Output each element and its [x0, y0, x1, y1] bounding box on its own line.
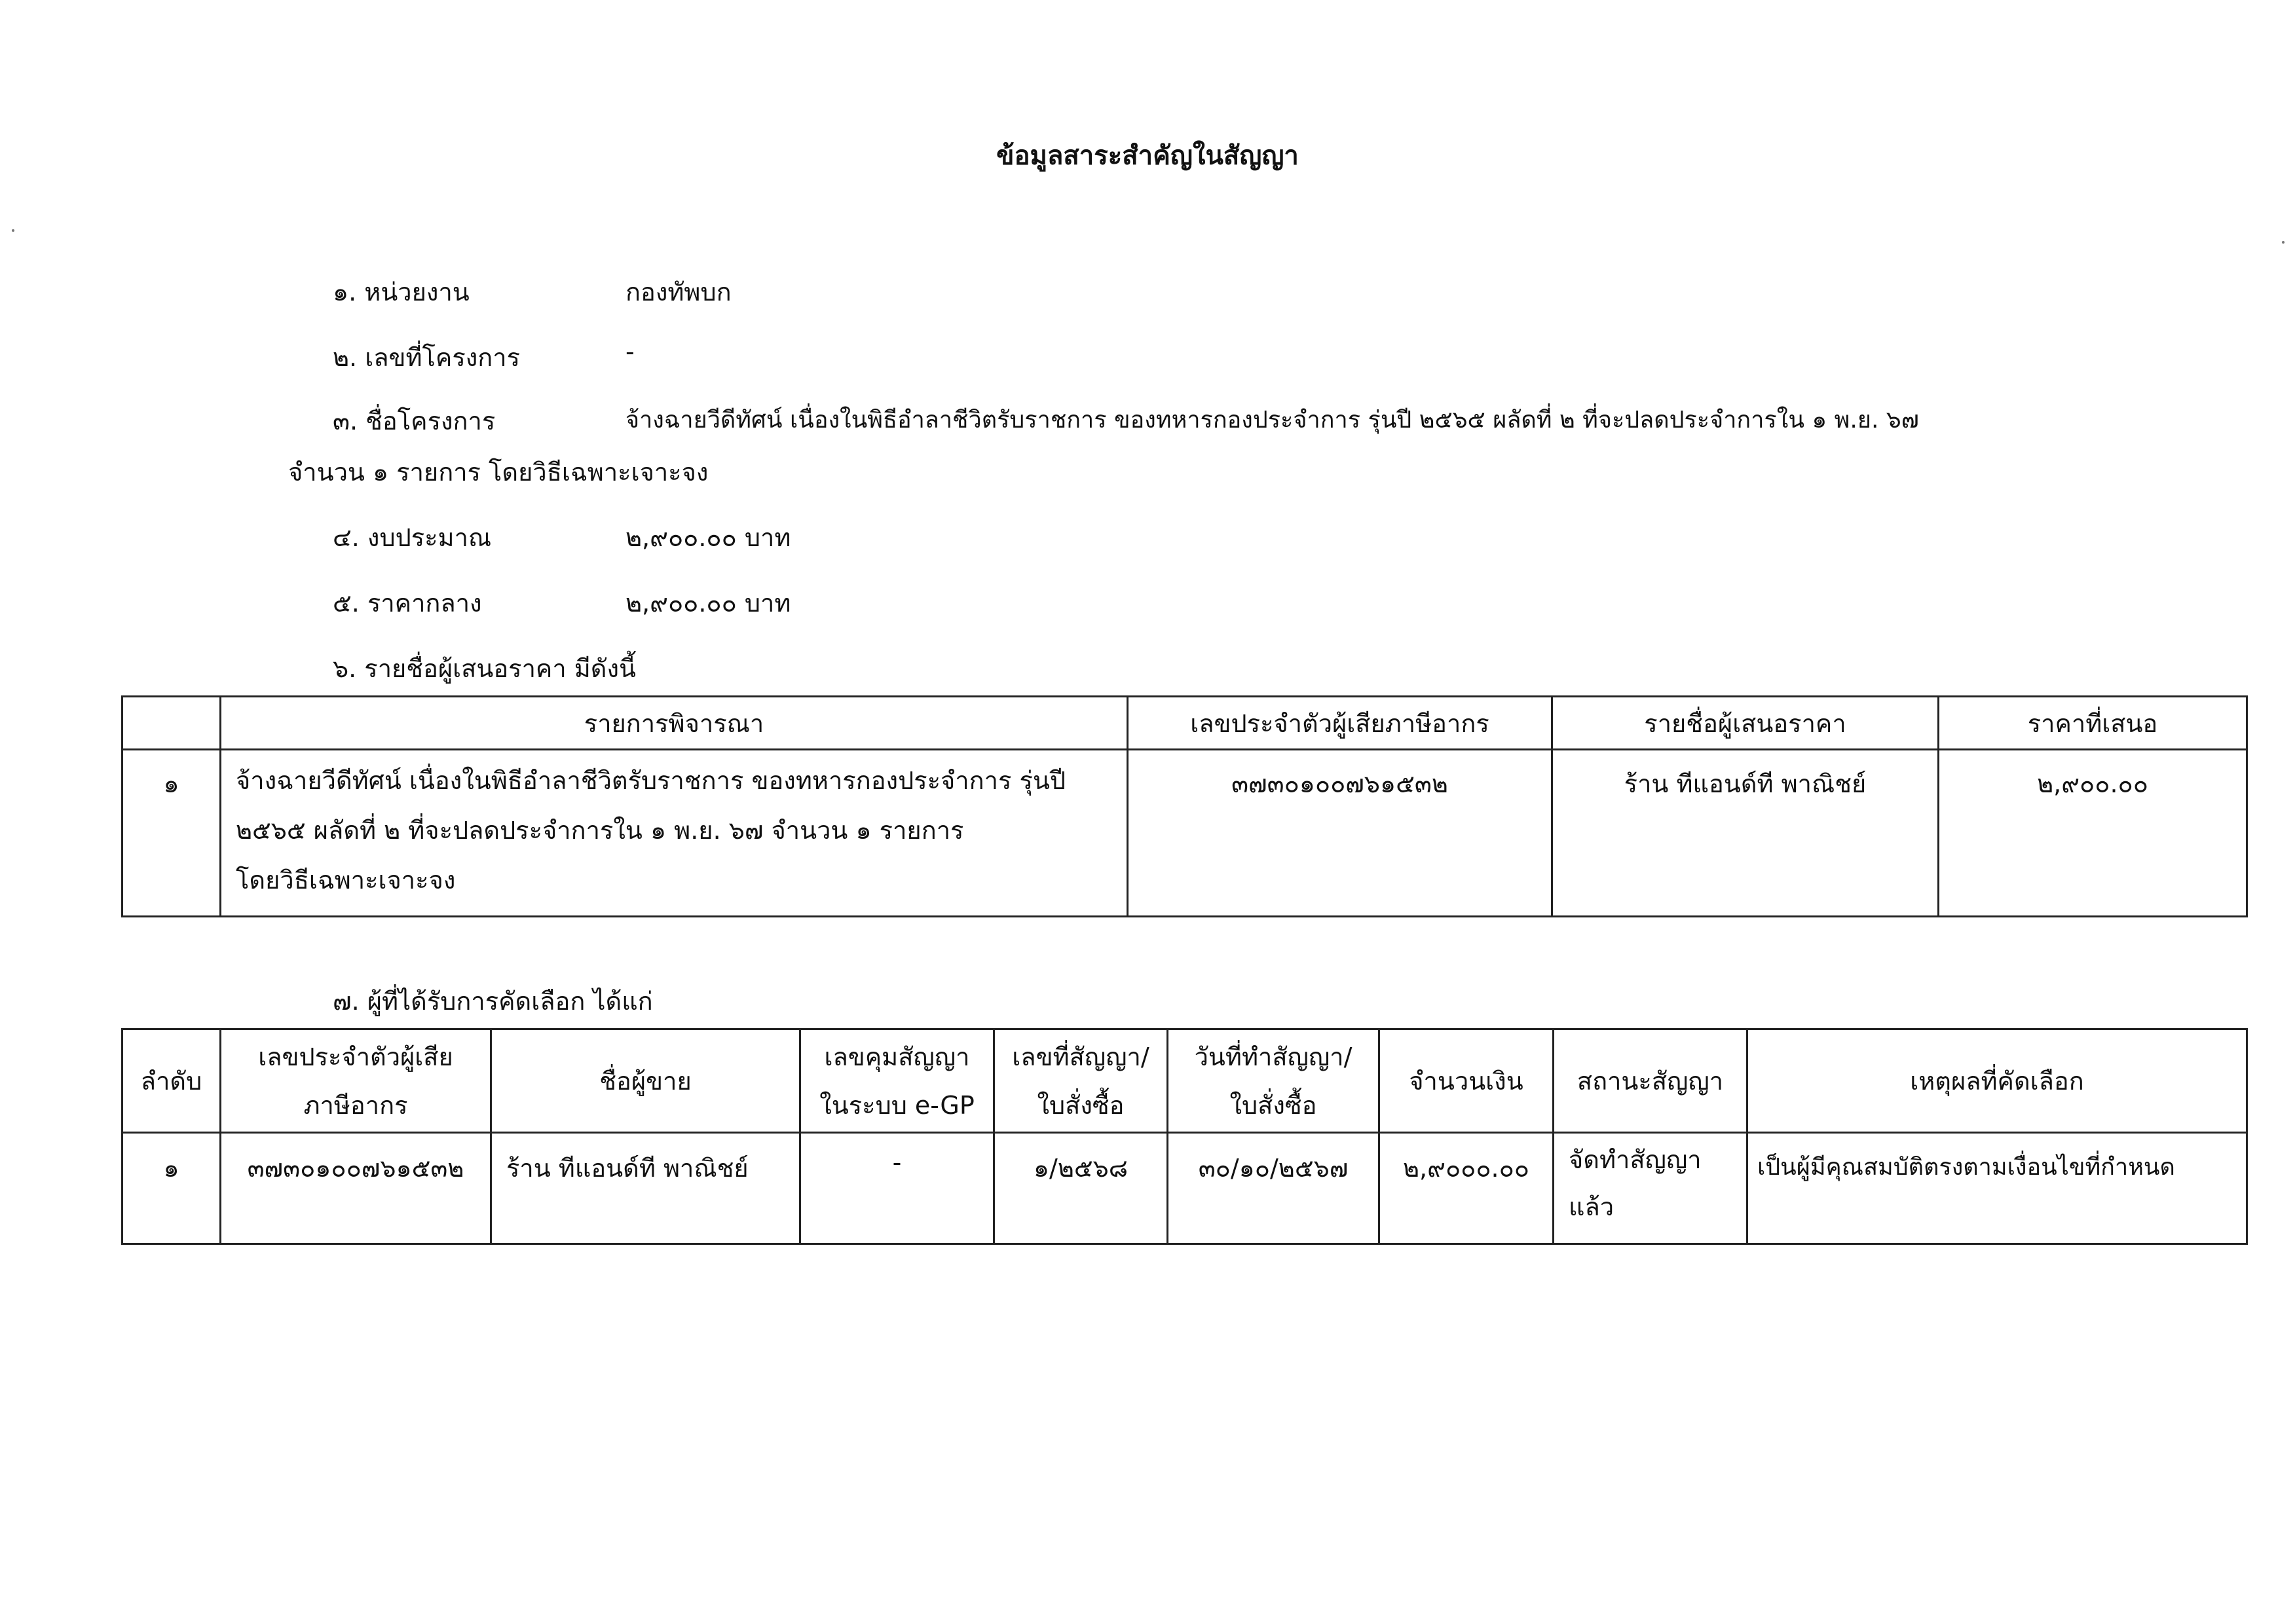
selected-row-status-line1: จัดทำสัญญา [1569, 1145, 1702, 1174]
selected-header-amount: จำนวนเงิน [1379, 1029, 1554, 1133]
bidders-table-header [122, 697, 2247, 750]
table-row [122, 750, 2247, 917]
project-name-label: ๓. ชื่อโครงการ [333, 407, 496, 435]
selected-row-reason: เป็นผู้มีคุณสมบัติตรงตามเงื่อนไขที่กำหนด [1747, 1133, 2247, 1244]
budget-label: ๔. งบประมาณ [333, 523, 492, 552]
selected-header-reason: เหตุผลที่คัดเลือก [1747, 1029, 2247, 1133]
project-name-continuation: จำนวน ๑ รายการ โดยวิธีเฉพาะเจาะจง [288, 458, 709, 487]
selected-header-egp [800, 1029, 994, 1133]
bidders-header-price: ราคาที่เสนอ [1939, 697, 2247, 750]
selected-header-seller: ชื่อผู้ขาย [491, 1029, 800, 1133]
selected-header-egp-line2: ในระบบ e-GP [819, 1090, 975, 1120]
selected-table [121, 1028, 2248, 1245]
selected-header-contract-date-line1: วันที่ทำสัญญา/ [1194, 1042, 1353, 1071]
bidders-section-label: ๖. รายชื่อผู้เสนอราคา มีดังนี้ [333, 654, 636, 683]
selected-row-contract-date: ๓๐/๑๐/๒๕๖๗ [1168, 1133, 1379, 1244]
bidders-header-no [122, 697, 221, 750]
selected-row-contract-no: ๑/๒๕๖๘ [994, 1133, 1168, 1244]
selected-header-contract-no-line2: ใบสั่งซื้อ [1037, 1090, 1125, 1120]
selected-header-contract-date-line2: ใบสั่งซื้อ [1229, 1090, 1317, 1120]
project-no-value: - [625, 337, 635, 366]
selected-row-amount: ๒,๙๐๐๐.๐๐ [1379, 1133, 1554, 1244]
median-price-value: ๒,๙๐๐.๐๐ บาท [625, 589, 791, 618]
selected-header-tax-id-line1: เลขประจำตัวผู้เสีย [258, 1042, 453, 1071]
scan-speck [2282, 241, 2285, 244]
selected-table-header [122, 1029, 2247, 1133]
selected-header-status: สถานะสัญญา [1554, 1029, 1747, 1133]
bidder-row-price: ๒,๙๐๐.๐๐ [1939, 750, 2247, 917]
selected-row-tax-id: ๓๗๓๐๑๐๐๗๖๑๕๓๒ [221, 1133, 491, 1244]
bidder-row-item-line: ๒๕๖๕ ผลัดที่ ๒ ที่จะปลดประจำการใน ๑ พ.ย. ๖๗ จำนวน ๑ รายการ [236, 816, 964, 845]
budget-value: ๒,๙๐๐.๐๐ บาท [625, 523, 791, 552]
selected-header-contract-no [994, 1029, 1168, 1133]
selected-header-contract-date [1168, 1029, 1379, 1133]
project-name-value: จ้างฉายวีดีทัศน์ เนื่องในพิธีอำลาชีวิตรับราชการ ของทหารกองประจำการ รุ่นปี ๒๕๖๕ ผลัดที่ ๒ ที่จะปลดประจำการใน ๑ พ.ย. ๖๗ [625, 407, 1919, 434]
document-title: ข้อมูลสาระสำคัญในสัญญา [996, 141, 1299, 171]
bidders-header-bidder: รายชื่อผู้เสนอราคา [1552, 697, 1939, 750]
bidders-header-item: รายการพิจารณา [221, 697, 1128, 750]
selected-row-status-line2: แล้ว [1569, 1192, 1614, 1221]
selected-header-contract-no-line1: เลขที่สัญญา/ [1012, 1042, 1149, 1071]
selected-row-seller: ร้าน ทีแอนด์ที พาณิชย์ [491, 1133, 800, 1244]
unit-value: กองทัพบก [625, 278, 732, 306]
selected-row-egp-no: - [800, 1133, 994, 1244]
selected-header-egp-line1: เลขคุมสัญญา [824, 1042, 970, 1071]
selected-header-tax-id-line2: ภาษีอากร [303, 1090, 408, 1120]
project-no-label: ๒. เลขที่โครงการ [333, 343, 521, 372]
bidders-table [121, 695, 2248, 917]
scan-speck [12, 229, 14, 232]
table-row [122, 1133, 2247, 1244]
unit-label: ๑. หน่วยงาน [333, 278, 470, 306]
selected-row-no: ๑ [122, 1133, 221, 1244]
median-price-label: ๕. ราคากลาง [333, 589, 482, 618]
selected-header-tax-id [221, 1029, 491, 1133]
bidder-row-tax-id: ๓๗๓๐๑๐๐๗๖๑๕๓๒ [1128, 750, 1552, 917]
bidders-header-tax-id: เลขประจำตัวผู้เสียภาษีอากร [1128, 697, 1552, 750]
selected-header-no: ลำดับ [122, 1029, 221, 1133]
selected-row-status [1554, 1133, 1747, 1244]
bidder-row-name: ร้าน ทีแอนด์ที พาณิชย์ [1552, 750, 1939, 917]
bidder-row-item [221, 750, 1128, 917]
selected-section-label: ๗. ผู้ที่ได้รับการคัดเลือก ได้แก่ [333, 987, 653, 1016]
bidder-row-item-line: โดยวิธีเฉพาะเจาะจง [236, 866, 456, 895]
bidder-row-item-line: จ้างฉายวีดีทัศน์ เนื่องในพิธีอำลาชีวิตรับราชการ ของทหารกองประจำการ รุ่นปี [236, 766, 1066, 795]
bidder-row-no: ๑ [122, 750, 221, 917]
